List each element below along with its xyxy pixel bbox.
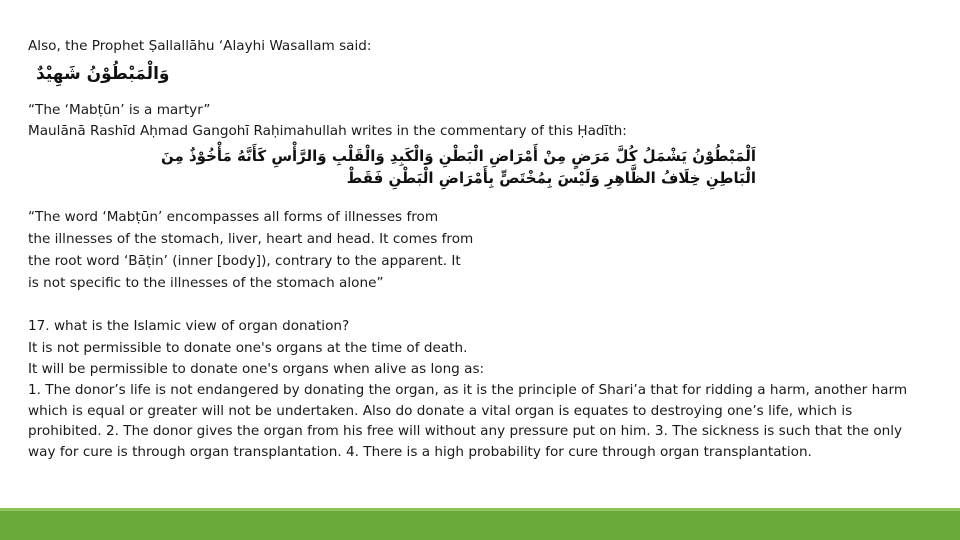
commentary-translation-line1: “The word ‘Mabṭūn’ encompasses all forms of illnesses from: [28, 209, 439, 225]
answer-line1: It is not permissible to donate one's organs at the time of death.: [28, 340, 468, 356]
conditions-paragraph: 1. The donor’s life is not endangered by donating the organ, as it is the principle of Shari’a that for ridding a harm, another harm which is equal or greater will not be undertaken. Also do donate a vital organ is equates to destroying one’s life, which is prohibited. 2. The donor gives the organ from his free will without any pressure put on him. 3. The sickness is such that the only way for cure is through organ transplantation. 4. There is a high probability for cure through organ transplantation.: [28, 382, 908, 460]
commentary-translation-line2: the illnesses of the stomach, liver, heart and head. It comes from: [28, 231, 474, 247]
answer-line2: It will be permissible to donate one's organs when alive as long as:: [28, 361, 485, 377]
hadith-translation: “The ‘Mabṭūn’ is a martyr”: [28, 102, 211, 118]
intro-text: Also, the Prophet Ṣallallāhu ‘Alayhi Wasallam said:: [28, 38, 372, 54]
arabic-commentary-line1: اَلْمَبْطُوْنُ يَشْمَلُ كُلَّ مَرَضٍ مِنْ أَمْرَاضِ الْبَطْنِ وَالْكَبِدِ وَالْقَلْبِ وَالرَّأْسِ كَأَنَّهُ مَأْخُوْذٌ مِنَ: [160, 147, 756, 165]
commentary-translation-line4: is not specific to the illnesses of the stomach alone”: [28, 275, 384, 291]
commentary-intro: Maulānā Rashīd Aḥmad Gangohī Raḥimahullah writes in the commentary of this Ḥadīth:: [28, 123, 627, 139]
arabic-hadith: وَالْمَبْطُوْنُ شَهِيْدٌ: [36, 64, 170, 84]
footer-bar: [0, 511, 960, 540]
commentary-translation-line3: the root word ‘Bāṭin’ (inner [body]), contrary to the apparent. It: [28, 253, 461, 269]
arabic-commentary-line2: الْبَاطِنِ خِلَافُ الظَّاهِرِ وَلَيْسَ بِمُخْتَصٍّ بِأَمْرَاضِ الْبَطْنِ فَقَطْ: [346, 169, 756, 187]
question-heading: 17. what is the Islamic view of organ donation?: [28, 318, 350, 334]
